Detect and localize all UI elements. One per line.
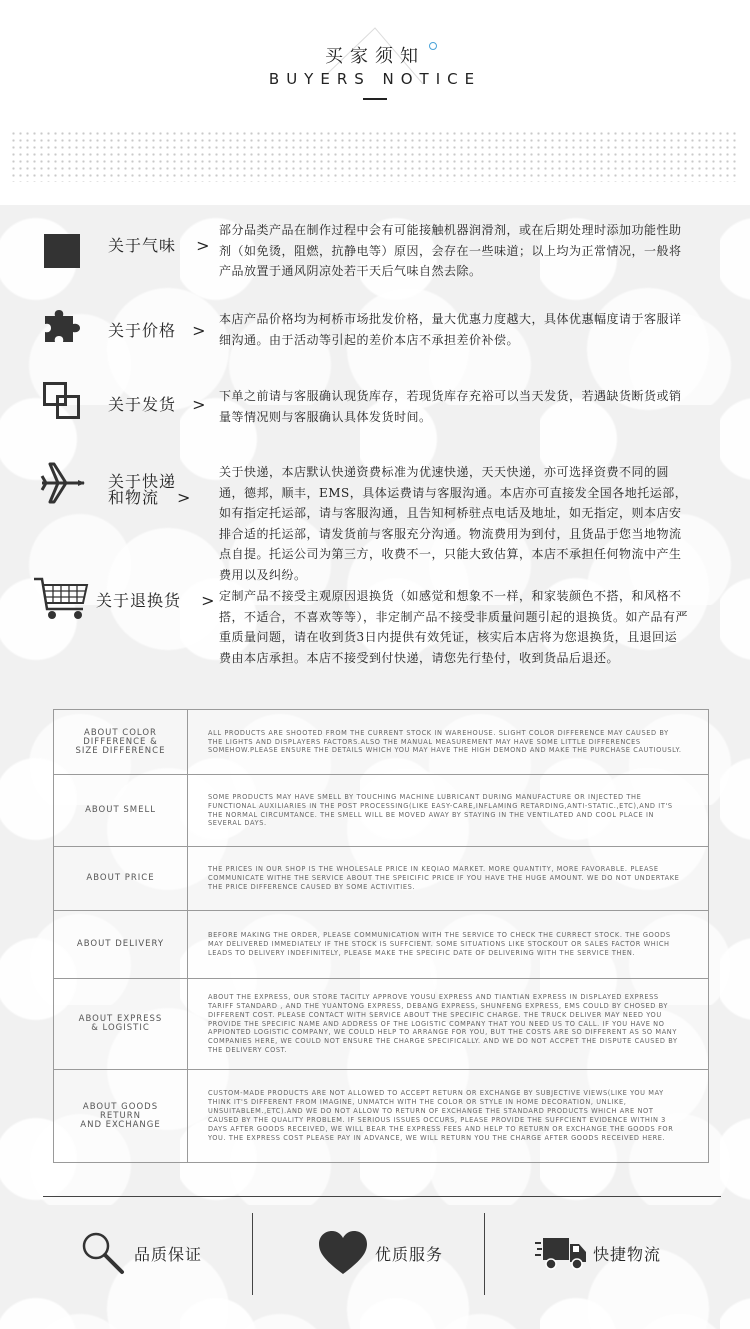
notice-title-cn: 买家须知 [325, 46, 425, 67]
overlap-squares-icon [43, 382, 81, 424]
notice-price-label [108, 318, 207, 341]
chevron-right-icon: > [201, 591, 216, 610]
chevron-right-icon: > [177, 488, 192, 507]
footer-divider [43, 1196, 721, 1197]
notice-label-text: 关于退换货 [96, 591, 182, 610]
table-row-category: ABOUT DELIVERY [54, 911, 188, 978]
footer-service-label: 优质服务 [375, 1245, 444, 1264]
table-row-category: ABOUT GOODS RETURN AND EXCHANGE [54, 1070, 188, 1162]
table-row [54, 978, 708, 1069]
notice-title-en: BUYERS NOTICE [268, 70, 482, 88]
footer-logistics-label: 快捷物流 [593, 1245, 662, 1264]
magnifier-icon [80, 1230, 126, 1276]
footer-separator [252, 1213, 253, 1295]
notice-label-text: 关于快递 [108, 472, 177, 491]
notice-smell-label [108, 233, 211, 256]
footer-separator [484, 1213, 485, 1295]
truck-icon [535, 1236, 587, 1270]
notice-label-text: 关于气味 [108, 236, 177, 255]
notice-label-text-line2: 和物流 [108, 488, 160, 507]
chevron-right-icon: > [192, 395, 207, 414]
title-underline [363, 98, 387, 100]
table-row-category: ABOUT COLOR DIFFERENCE & SIZE DIFFERENCE [54, 710, 188, 774]
page-header [0, 0, 750, 205]
table-row-text-content: ABOUT THE EXPRESS, OUR STORE TACITLY APPROVE YOUSU EXPRESS AND TIANTIAN EXPRESS IN DISPLAYED EXPRESS TARIFF STANDARD , AND THE YUANTONG EXPRESS, DEBANG EXPRESS, SHUNFENG EXPRESS, EMS COULD BY CHOSED BY DIFFERENT COST. PLEASE CONTACT WITH SERVICE ABOUT THE SPECIFIC CHARGE. THE TRUCK DELIVER MAY NEED YOU PROVIDE THE SPECIFIC NAME AND ADDRESS OF THE LOGISTIC COMPANY THAT YOU NEED US TO CALL. IF YOU HAVE NO APPIONTED LOGISTIC COMPANY, WE COULD HELP TO ARRANGE FOR YOU, BUT THE COSTS ARE SO DIFFERENT AS SO MANY COMPANIES HERE, WE COULD NOT ENSURE THE CHARGE SPECIFICALLY. AND WE DO NOT ACCPET THE DISPUTE CAUSED BY THE DELIVERY COST. [208, 992, 678, 1055]
chevron-right-icon: > [192, 321, 207, 340]
table-row-text [208, 979, 686, 1069]
table-row-category: ABOUT PRICE [54, 847, 188, 910]
table-row [54, 846, 708, 910]
notice-label-text: 关于价格 [108, 321, 177, 340]
airplane-icon [40, 460, 86, 510]
notice-express-label [108, 474, 191, 506]
notice-price-text: 本店产品价格均为柯桥市场批发价格，量大优惠力度越大，具体优惠幅度请于客服详细沟通。由于活动等引起的差价本店不承担差价补偿。 [219, 312, 682, 347]
heart-icon [317, 1230, 369, 1276]
notice-label-text: 关于发货 [108, 395, 177, 414]
table-row [54, 910, 708, 978]
chevron-right-icon: > [196, 236, 211, 255]
notice-smell-text: 部分品类产品在制作过程中会有可能接触机器润滑剂，或在后期处理时添加功能性助剂（如免烫，阻燃，抗静电等）原因，会存在一些味道；以上均为正常情况，一般将产品放置于通风阴凉处若干天后气味自然去除。 [219, 223, 682, 278]
table-row-text [208, 1070, 686, 1162]
table-row [54, 774, 708, 846]
dotted-divider [10, 130, 740, 182]
table-row-text-content: CUSTOM-MADE PRODUCTS ARE NOT ALLOWED TO ACCEPT RETURN OR EXCHANGE BY SUBJECTIVE VIEWS(LIKE YOU MAY THINK IT'S DIFFERENT FROM IMAGINE, UNMATCH WITH THE COLOR OR STYLE IN HOME DECORATION, UNLIKE, UNSUITABLEM.,ETC).AND WE DO NOT ALLOW TO RETURN OF EXCHANGE THE STANDARD PRODUCTS WHICH ARE NOT CAUSED BY THE QUALITY PROBLEM. IF SERIOUS ISSUES OCCURS, PLEASE PROVIDE THE SUFFCIENT EVIDENCE WITHIN 3 DAYS AFTER GOODS RECEIVED, WE WILL BEAR THE EXPRESS FEES AND HELP TO RETURN OR EXCHANGE THE GOODS FOR YOU. THE EXPRESS COST PLEASE PAY IN ADVANCE, WE WILL RETURN YOU THE CHARGE AFTER GOODS RECEIVED HERE. [208, 1089, 674, 1142]
notice-delivery-text: 下单之前请与客服确认现货库存，若现货库存充裕可以当天发货，若遇缺货断货或销量等情况则与客服确认具体发货时间。 [219, 389, 682, 424]
square-icon [44, 234, 80, 272]
table-row-text-content: BEFORE MAKING THE ORDER, PLEASE COMMUNICATION WITH THE SERVICE TO CHECK THE CURRECT STOCK. THE GOODS MAY DELIVERED IMMEDIATELY IF THE STOCK IS SUFFCIENT. SOME SITUATIONS LIKE STOCKOUT OR SALES FACTOR WHICH LEADS TO DELIVERY INDEFINITELY, PLEASE MAKE THE SPECIFIC DATE OF DELIVERING WITH THE SERVICE THEN. [208, 931, 671, 957]
english-notice-table [53, 709, 709, 1163]
table-row-category: ABOUT SMELL [54, 775, 188, 846]
table-row [54, 710, 708, 774]
table-row-text-content: THE PRICES IN OUR SHOP IS THE WHOLESALE PRICE IN KEQIAO MARKET. MORE QUANTITY, MORE FAVORABLE. PLEASE COMMUNICATE WITHE THE SERVICE ABOUT THE SPEICIFIC PRICE IF YOU HAVE THE HUGE AMOUNT. WE DO NOT UNDERTAKE THE PRICE DIFFERENCE CAUSED BY SOME ACTIVITIES. [208, 865, 680, 891]
notice-return-text: 定制产品不接受主观原因退换货（如感觉和想象不一样，和家装颜色不搭，和风格不搭，不适合，不喜欢等等），非定制产品不接受非质量问题引起的退换货。如产品有严重质量问题，请在收到货3日内提供有效凭证，核实后本店将为您退换货，且退回运费由本店承担。本店不接受到付快递，请您先行垫付，收到货品后退还。 [219, 589, 689, 665]
table-row-text [208, 775, 686, 846]
table-row-text [208, 710, 686, 774]
table-row-text-content: ALL PRODUCTS ARE SHOOTED FROM THE CURRENT STOCK IN WAREHOUSE. SLIGHT COLOR DIFFERENCE MAY CAUSED BY THE LIGHTS AND DISPLAYERS FACTORS.ALSO THE MANUAL MEASUREMENT MAY HAVE SOME LITTLE DIFFERENCES SOMEHOW.PLEASE ENSURE THE DETAILS WHICH YOU MAY HAVE THE HIGH DEMOND AND MAKE THE PURCHASE CAUTIOUSLY. [208, 728, 682, 755]
notice-return-label [96, 588, 216, 611]
shopping-cart-icon [33, 577, 89, 625]
notice-delivery-label [108, 392, 207, 415]
footer-quality-label: 品质保证 [134, 1245, 203, 1264]
table-row [54, 1069, 708, 1162]
table-row-text-content: SOME PRODUCTS MAY HAVE SMELL BY TOUCHING MACHINE LUBRICANT DURING MANUFACTURE OR INJECTED THE FUNCTIONAL AUXILIARIES IN THE POST PROCESSING(LIKE EASY-CARE,INFLAMING RETARDING,ANTI-STATIC.,ETC),AND IT'S THE NORMAL CIRCUMTANCE. THE SMELL WILL BE MOVED AWAY BY STAYING IN THE VENTILATED AND COOL PLACE IN SEVERAL DAYS. [208, 792, 673, 828]
table-row-text [208, 911, 686, 978]
table-row-text [208, 847, 686, 910]
notice-express-text: 关于快递，本店默认快递资费标准为优速快递，天天快递，亦可选择资费不同的圆通，德邦，顺丰，EMS，具体运费请与客服沟通。本店亦可直接发全国各地托运部，如有指定托运部，请与客服沟通，且告知柯桥驻点电话及地址，如无指定，则本店安排合适的托运部，请发货前与客服充分沟通。物流费用为到付，且货品于您当地物流点自提。托运公司为第三方，收费不一，只能大致估算，本店不承担任何物流中产生费用以及纠纷。 [219, 465, 688, 582]
puzzle-icon [43, 310, 83, 350]
table-row-category: ABOUT EXPRESS & LOGISTIC [54, 979, 188, 1069]
